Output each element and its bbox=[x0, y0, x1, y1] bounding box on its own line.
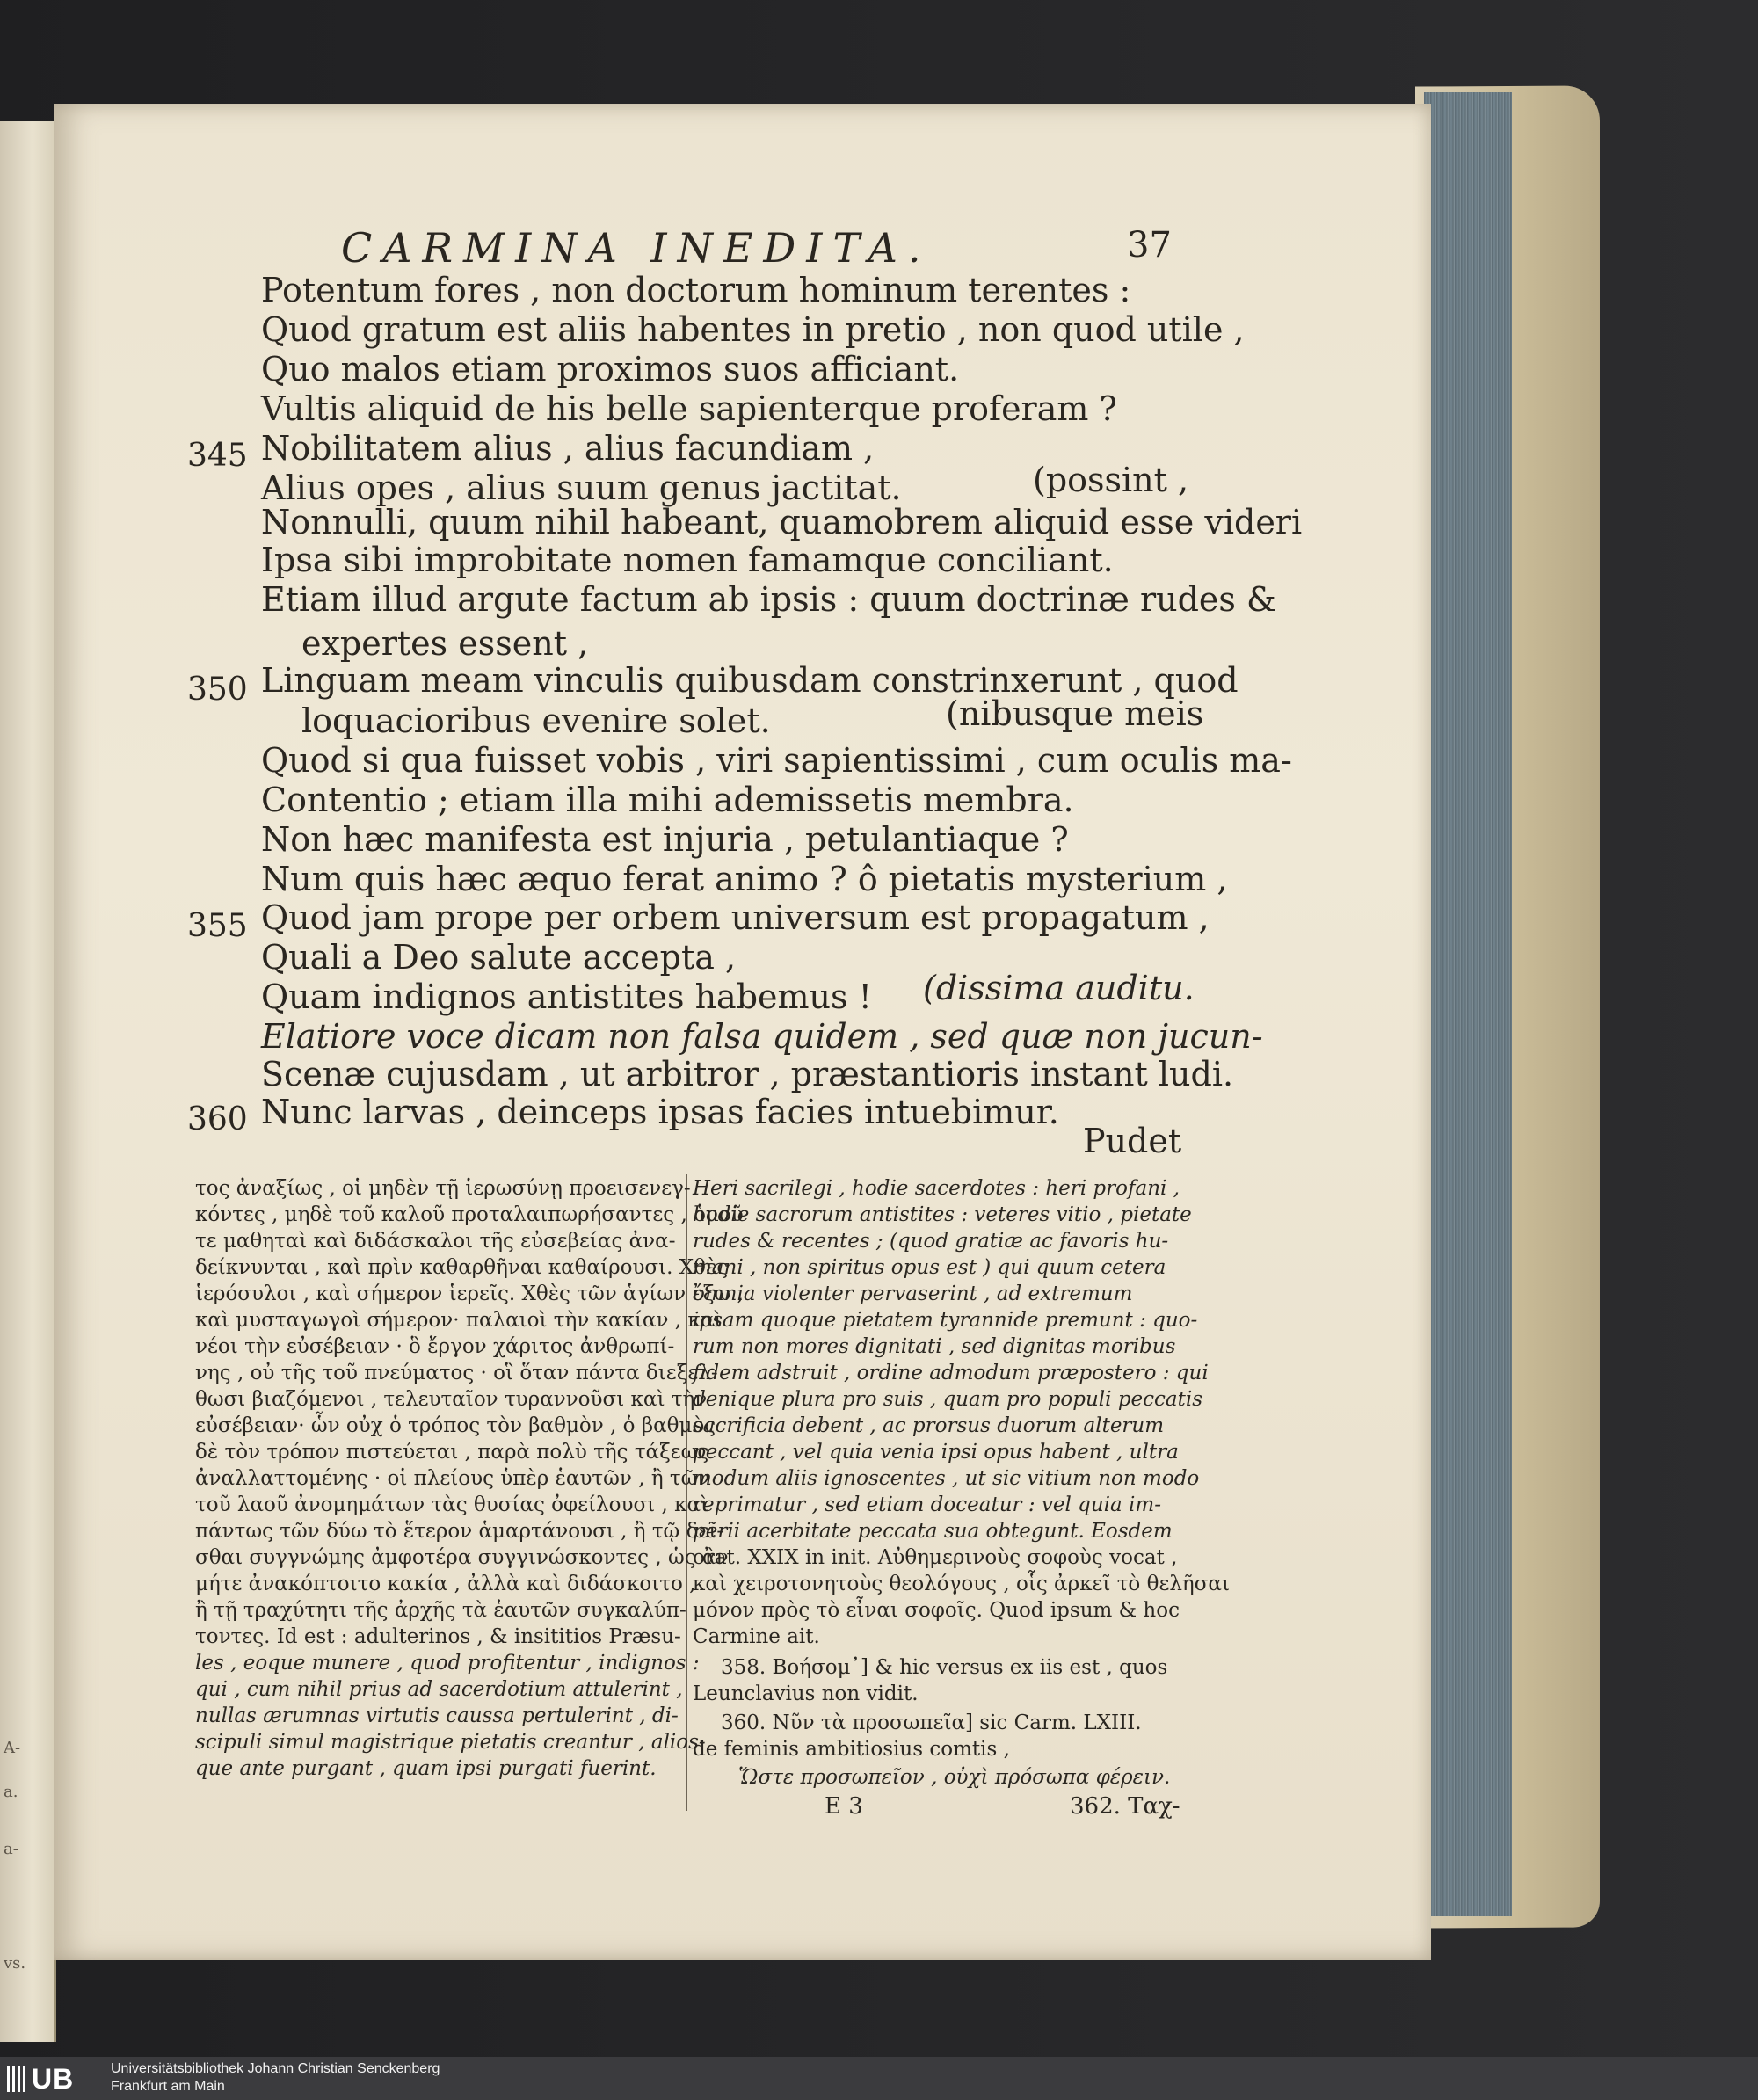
verse-line: Quod jam prope per orbem universum est propagatum , bbox=[261, 898, 1210, 937]
note-line: orat. XXIX in init. Αὐθημερινοὺς σοφοὺς vocat , bbox=[693, 1546, 1178, 1569]
verse-turnover: (nibusque meis bbox=[946, 694, 1204, 733]
note-line: scipuli simul magistrique pietatis creantur , alios- bbox=[195, 1731, 706, 1754]
note-line: σθαι συγγνώμης ἀμφοτέρα συγγινώσκοντες , ὡς ἂν bbox=[195, 1546, 729, 1569]
verse-line: Alius opes , alius suum genus jactitat. bbox=[261, 469, 902, 507]
edge-fragment: A- bbox=[4, 1739, 21, 1757]
library-logo[interactable] bbox=[7, 2062, 104, 2096]
note-line: καὶ χειροτονητοὺς θεολόγους , οἷς ἀρκεῖ τὸ θελῆσαι bbox=[693, 1573, 1230, 1595]
note-line: Heri sacrilegi , hodie sacerdotes : heri profani , bbox=[693, 1177, 1180, 1200]
logo-bars-icon bbox=[7, 2066, 26, 2092]
library-footer bbox=[0, 2057, 1758, 2100]
note-line: modum aliis ignoscentes , ut sic vitium non modo bbox=[693, 1467, 1200, 1490]
verse-line: Contentio ; etiam illa mihi ademissetis membra. bbox=[261, 781, 1074, 819]
verse-line: Quod si qua fuisset vobis , viri sapientissimi , cum oculis ma- bbox=[261, 741, 1292, 780]
catchword: Pudet bbox=[1083, 1122, 1182, 1160]
verse-line: Etiam illud argute factum ab ipsis : quum doctrinæ rudes & bbox=[261, 580, 1276, 619]
line-number: 350 bbox=[187, 672, 248, 708]
note-line: τοῦ λαοῦ ἀνομημάτων τὰς θυσίας ὀφείλουσι , καὶ bbox=[195, 1493, 709, 1516]
verse-line: loquacioribus evenire solet. bbox=[301, 701, 771, 740]
note-line: hodie sacrorum antistites : veteres vitio , pietate bbox=[693, 1203, 1192, 1226]
note-line: μόνον πρὸς τὸ εἶναι σοφοῖς. Quod ipsum & hoc bbox=[693, 1599, 1180, 1622]
note-catchword: 362. Ταχ- bbox=[1070, 1793, 1180, 1820]
note-line: nullas ærumnas virtutis caussa pertulerint , di- bbox=[195, 1704, 679, 1727]
note-line: καὶ μυσταγωγοὶ σήμερον· παλαιοὶ τὴν κακίαν , καὶ bbox=[195, 1309, 723, 1332]
note-line: δείκνυνται , καὶ πρὶν καθαρθῆναι καθαίρουσι. Χθὲς bbox=[195, 1256, 729, 1279]
note-line: reprimatur , sed etiam doceatur : vel quia im- bbox=[693, 1493, 1161, 1516]
note-line: que ante purgant , quam ipsi purgati fuerint. bbox=[195, 1757, 657, 1780]
verse-line: Scenæ cujusdam , ut arbitror , præstantioris instant ludi. bbox=[261, 1055, 1234, 1094]
note-line: Leunclavius non vidit. bbox=[693, 1682, 919, 1705]
verse-line: Quali a Deo salute accepta , bbox=[261, 938, 737, 977]
edge-fragment: vs. bbox=[4, 1954, 26, 1973]
verse-line: Nobilitatem alius , alius facundiam , bbox=[261, 429, 875, 468]
note-line: 360. Νῦν τὰ προσωπεῖα] sic Carm. LXIII. bbox=[721, 1711, 1142, 1734]
note-line: νης , οὐ τῆς τοῦ πνεύματος · οἳ ὅταν πάντα διεξελ- bbox=[195, 1362, 718, 1384]
line-number: 355 bbox=[187, 908, 248, 944]
note-line: peccant , vel quia venia ipsi opus habent , ultra bbox=[693, 1441, 1179, 1464]
note-line: rudes & recentes ; (quod gratiæ ac favoris hu- bbox=[693, 1230, 1169, 1253]
note-line: ἀναλλαττομένης · οἱ πλείους ὑπὲρ ἑαυτῶν , ἢ τῶν bbox=[195, 1467, 710, 1490]
library-location: Frankfurt am Main bbox=[111, 2079, 225, 2094]
note-line: sacrificia debent , ac prorsus duorum alterum bbox=[693, 1414, 1165, 1437]
note-line: rum non mores dignitati , sed dignitas moribus bbox=[693, 1335, 1176, 1358]
note-line: εὐσέβειαν· ὧν οὐχ ὁ τρόπος τὸν βαθμὸν , ὁ βαθμὸς bbox=[195, 1414, 716, 1437]
note-line: ἢ τῇ τραχύτητι τῆς ἀρχῆς τὰ ἑαυτῶν συγκαλύπ- bbox=[195, 1599, 686, 1622]
note-line: omnia violenter pervaserint , ad extremum bbox=[693, 1283, 1133, 1305]
note-line: ἱερόσυλοι , καὶ σήμερον ἱερεῖς. Χθὲς τῶν ἁγίων ἔξω , bbox=[195, 1283, 744, 1305]
note-line: fidem adstruit , ordine admodum præpostero : qui bbox=[693, 1362, 1209, 1384]
note-line: Ὥστε προσωπεῖον , οὐχὶ πρόσωπα φέρειν. bbox=[738, 1766, 1171, 1789]
note-line: μήτε ἀνακόπτοιτο κακία , ἀλλὰ καὶ διδάσκοιτο , bbox=[195, 1573, 696, 1595]
verse-line: Num quis hæc æquo ferat animo ? ô pietatis mysterium , bbox=[261, 860, 1228, 898]
verse-line: Quo malos etiam proximos suos afficiant. bbox=[261, 350, 960, 389]
note-line: ipsam quoque pietatem tyrannide premunt : quo- bbox=[693, 1309, 1198, 1332]
logo-text: UB bbox=[32, 2063, 75, 2095]
edge-fragment: a. bbox=[4, 1783, 18, 1801]
page-number: 37 bbox=[1127, 225, 1172, 265]
note-line: de feminis ambitiosius comtis , bbox=[693, 1738, 1010, 1761]
verse-line: Potentum fores , non doctorum hominum terentes : bbox=[261, 271, 1131, 309]
line-number: 360 bbox=[187, 1101, 248, 1137]
verse-line: Nunc larvas , deinceps ipsas facies intuebimur. bbox=[261, 1093, 1059, 1131]
note-line: τε μαθηταὶ καὶ διδάσκαλοι τῆς εὐσεβείας ἀνα- bbox=[195, 1230, 676, 1253]
note-line: κόντες , μηδὲ τοῦ καλοῦ προταλαιπωρήσαντες , ὁμοῦ bbox=[195, 1203, 744, 1226]
note-line: τοντες. Id est : adulterinos , & insititios Præsu- bbox=[195, 1625, 681, 1648]
signature-mark: E 3 bbox=[825, 1793, 863, 1820]
verse-line: Nonnulli, quum nihil habeant, quamobrem aliquid esse videri bbox=[261, 503, 1303, 541]
verse-turnover: (dissima auditu. bbox=[923, 969, 1195, 1007]
verse-line: Elatiore voce dicam non falsa quidem , sed quæ non jucun- bbox=[261, 1017, 1263, 1056]
note-line: perii acerbitate peccata sua obtegunt. Eosdem bbox=[693, 1520, 1173, 1543]
verse-line: Vultis aliquid de his belle sapienterque proferam ? bbox=[261, 389, 1117, 428]
note-line: denique plura pro suis , quam pro populi peccatis bbox=[693, 1388, 1203, 1411]
note-line: πάντως τῶν δύω τὸ ἕτερον ἁμαρτάνουσι , ἢ τῷ δεῖ- bbox=[195, 1520, 724, 1543]
verse-line: Ipsa sibi improbitate nomen famamque conciliant. bbox=[261, 541, 1114, 579]
line-number: 345 bbox=[187, 438, 248, 474]
note-line: θωσι βιαζόμενοι , τελευταῖον τυραννοῦσι καὶ τὴν bbox=[195, 1388, 708, 1411]
note-line: mani , non spiritus opus est ) qui quum cetera bbox=[693, 1256, 1166, 1279]
note-line: Carmine ait. bbox=[693, 1625, 820, 1648]
page-edges bbox=[1424, 92, 1512, 1916]
note-line: νέοι τὴν εὐσέβειαν · ὃ ἔργον χάριτος ἀνθρωπί- bbox=[195, 1335, 675, 1358]
note-line: les , eoque munere , quod profitentur , indignos : bbox=[195, 1652, 700, 1675]
verse-line: Linguam meam vinculis quibusdam constrinxerunt , quod bbox=[261, 661, 1239, 700]
note-line: τος ἀναξίως , οἱ μηδὲν τῇ ἱερωσύνῃ προεισενεγ- bbox=[195, 1177, 691, 1200]
verse-line: Non hæc manifesta est injuria , petulantiaque ? bbox=[261, 820, 1069, 859]
previous-page-edge bbox=[0, 121, 56, 2042]
verse-line: Quam indignos antistites habemus ! bbox=[261, 977, 872, 1016]
running-head: CARMINA INEDITA. bbox=[341, 224, 932, 272]
verse-turnover: (possint , bbox=[1033, 461, 1189, 499]
library-name: Universitätsbibliothek Johann Christian Senckenberg bbox=[111, 2061, 440, 2076]
note-line: 358. Βοήσομ᾽] & hic versus ex iis est , quos bbox=[721, 1656, 1168, 1679]
note-line: δὲ τὸν τρόπον πιστεύεται , παρὰ πολὺ τῆς τάξεως bbox=[195, 1441, 709, 1464]
note-line: qui , cum nihil prius ad sacerdotium attulerint , bbox=[195, 1678, 683, 1701]
verse-line: expertes essent , bbox=[301, 624, 589, 663]
edge-fragment: a- bbox=[4, 1840, 18, 1858]
verse-line: Quod gratum est aliis habentes in pretio , non quod utile , bbox=[261, 310, 1245, 349]
